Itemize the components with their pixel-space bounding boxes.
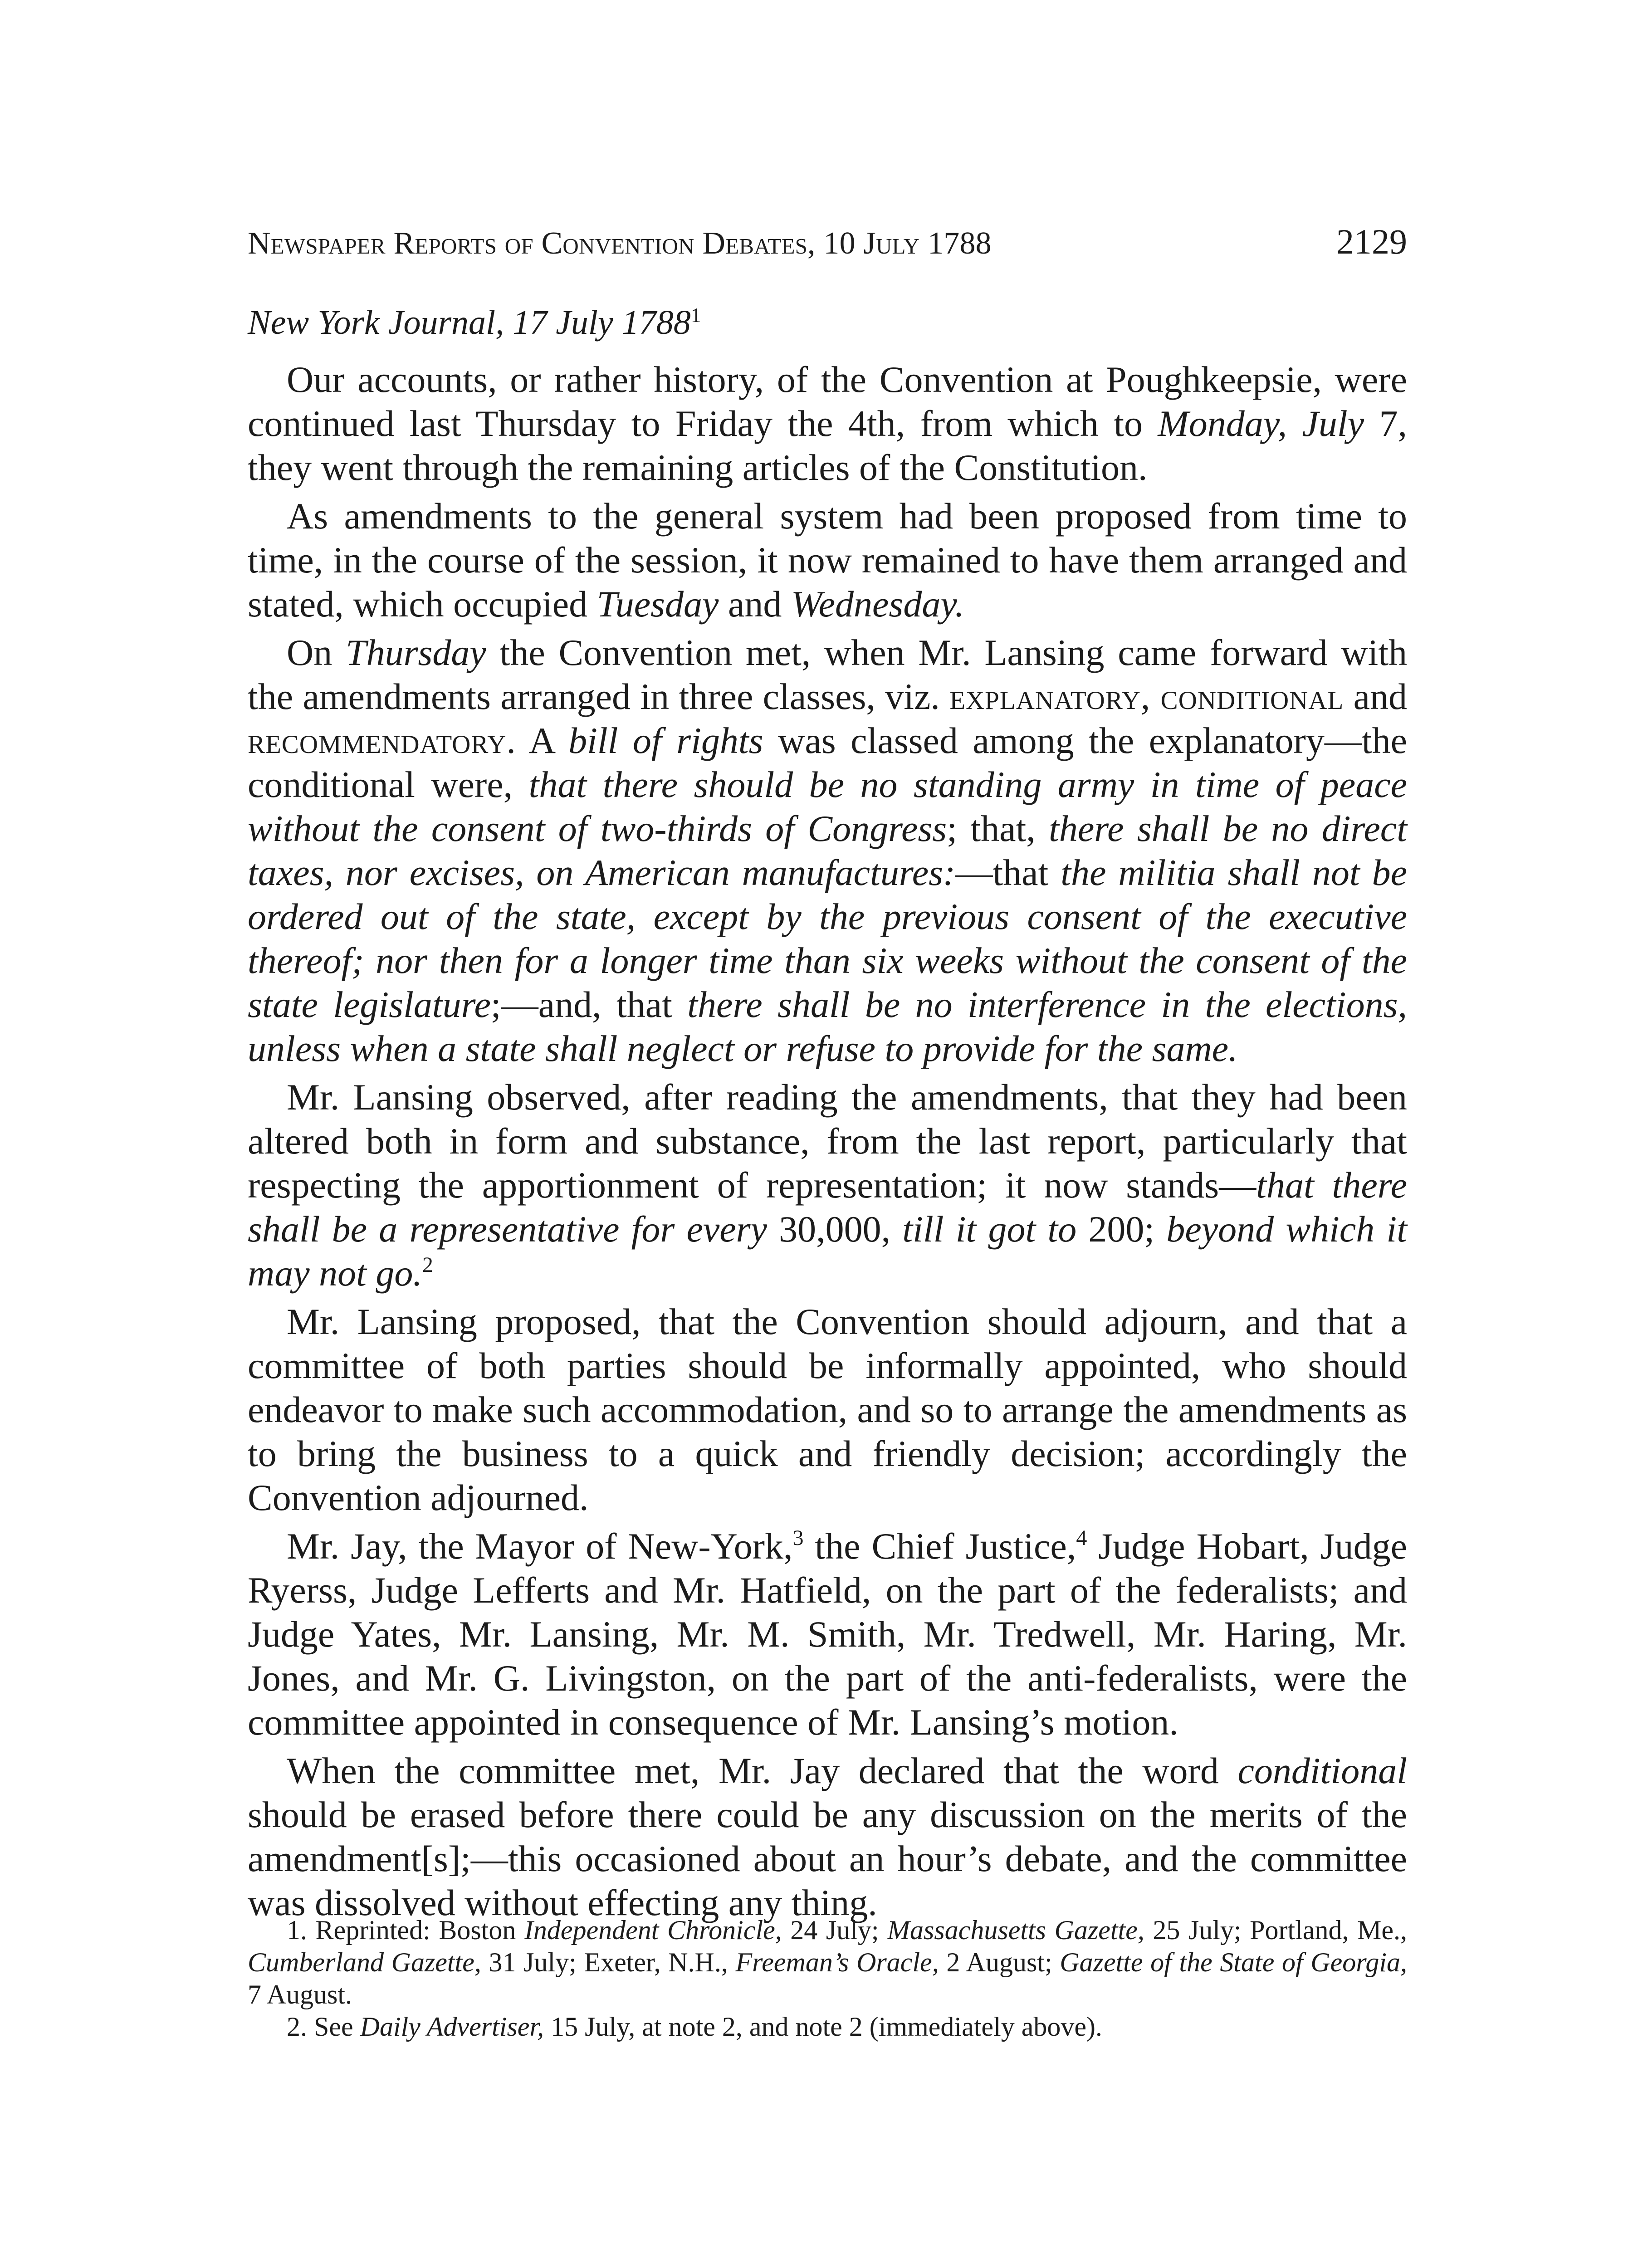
article-body [248, 357, 1407, 1929]
text-run: 24 July; [782, 1915, 888, 1945]
italic-run: there shall be no direct taxes, nor excises, on American manufactures: [248, 808, 1407, 893]
text-run: 31 July; Exeter, N.H., [481, 1947, 736, 1977]
footnote-ref-1[interactable]: 1 [690, 303, 701, 327]
italic-run: Freeman’s Oracle, [735, 1947, 939, 1977]
text-run: 30,000, [767, 1208, 903, 1250]
footnote-2 [248, 2011, 1407, 2043]
source-title-text: New York Journal, 17 July 1788 [248, 303, 691, 342]
footnote-ref-3[interactable]: 3 [792, 1526, 804, 1550]
text-run: Judge Hobart, Judge Ryerss, Judge Lefferts and Mr. Hatfield, on the part of the federalists; and Judge Yates, Mr. Lansing, Mr. M. Smith, Mr. Tredwell, Mr. Haring, Mr. Jones, and Mr. G. Livingston, on the part of the anti-federalists, were the committee appointed in consequence of Mr. Lansing’s motion. [248, 1525, 1407, 1743]
text-run: and [1344, 676, 1407, 717]
text-run: 7, they went through the remaining articles of the Constitution. [248, 403, 1407, 488]
italic-run: that there shall be a representative for every [248, 1164, 1407, 1250]
italic-run: the militia shall not be ordered out of the state, except by the previous consent of the executive thereof; nor then for a longer time than six weeks without the consent of the state legislature [248, 852, 1407, 1025]
italic-run: Tuesday [596, 583, 719, 625]
text-run: Mr. Lansing observed, after reading the amendments, that they had been altered both in form and substance, from the last report, particularly that respecting the apportionment of representation; it now stands— [248, 1076, 1407, 1206]
text-run: A [516, 720, 569, 761]
footnotes [248, 1914, 1407, 2043]
italic-run: that there should be no standing army in time of peace without the consent of two-thirds of Congress [248, 764, 1407, 849]
footnote-ref-4[interactable]: 4 [1076, 1526, 1087, 1550]
italic-run: Wednesday. [791, 583, 964, 625]
text-run: ; that, [947, 808, 1049, 849]
text-run: On [287, 632, 346, 673]
text-run: 2. See [287, 2012, 360, 2042]
text-run: should be erased before there could be any discussion on the merits of the amendment[s];—this occasioned about an hour’s debate, and the committee was dissolved without effecting any thing. [248, 1794, 1407, 1923]
paragraph-2 [248, 494, 1407, 626]
text-run: was classed among the explanatory—the conditional were, [248, 720, 1408, 805]
italic-run: Independent Chronicle, [524, 1915, 782, 1945]
text-run: Mr. Jay, the Mayor of New-York, [287, 1525, 793, 1567]
italic-run: Thursday [345, 632, 486, 673]
italic-run: till it got to [902, 1208, 1077, 1250]
text-run: 200; [1076, 1208, 1167, 1250]
text-run: 2 August; [939, 1947, 1060, 1977]
italic-run: beyond which it may not go. [248, 1208, 1407, 1294]
italic-run: Cumberland Gazette, [248, 1947, 481, 1977]
text-run: ;—and, that [490, 984, 688, 1025]
text-run: 15 July, at note 2, and note 2 (immediately above). [544, 2012, 1102, 2042]
italic-run: conditional [1237, 1750, 1407, 1791]
running-head: Newspaper Reports of Convention Debates, 10 July 1788 [248, 226, 992, 261]
page-header [248, 221, 1407, 263]
text-run: the Chief Justice, [803, 1525, 1076, 1567]
small-caps-run: recommendatory. [248, 720, 516, 761]
text-run: —that [955, 852, 1061, 893]
paragraph-1 [248, 357, 1407, 489]
italic-run: Daily Advertiser, [360, 2012, 544, 2042]
paragraph-5: Mr. Lansing proposed, that the Convention should adjourn, and that a committee of both parties should be informally appointed, who should endeavor to make such accommodation, and so to arrange the amendments as to bring the business to a quick and friendly decision; accordingly the Convention adjourned. [248, 1301, 1407, 1518]
italic-run: bill of rights [568, 720, 763, 761]
paragraph-7 [248, 1749, 1407, 1925]
text-run: the Convention met, when Mr. Lansing came forward with the amendments arranged in three classes, viz. [248, 632, 1408, 717]
page-number: 2129 [1336, 222, 1407, 261]
small-caps-run: explanatory, conditional [949, 676, 1344, 717]
footnote-ref-2[interactable]: 2 [422, 1253, 433, 1277]
source-title [248, 303, 701, 342]
text-run: 25 July; Portland, Me., [1144, 1915, 1407, 1945]
text-run: Our accounts, or rather history, of the Convention at Poughkeepsie, were continued last Thursday to Friday the 4th, from which to [248, 359, 1407, 444]
text-run: and [719, 583, 791, 625]
italic-run: there shall be no interference in the elections, unless when a state shall neglect or refuse to provide for the same. [248, 984, 1408, 1069]
paragraph-3 [248, 631, 1407, 1070]
italic-run: Gazette of the State of Georgia, [1060, 1947, 1407, 1977]
footnote-1 [248, 1914, 1407, 2011]
text-run: As amendments to the general system had been proposed from time to time, in the course of the session, it now remained to have them arranged and stated, which occupied [248, 495, 1407, 625]
text-run: 1. Reprinted: Boston [287, 1915, 524, 1945]
paragraph-4 [248, 1075, 1407, 1295]
paragraph-6 [248, 1524, 1407, 1744]
text-run: 7 August. [248, 1980, 352, 2009]
italic-run: Massachusetts Gazette, [887, 1915, 1144, 1945]
text-run: When the committee met, Mr. Jay declared that the word [287, 1750, 1238, 1791]
italic-run: Monday, July [1158, 403, 1364, 444]
